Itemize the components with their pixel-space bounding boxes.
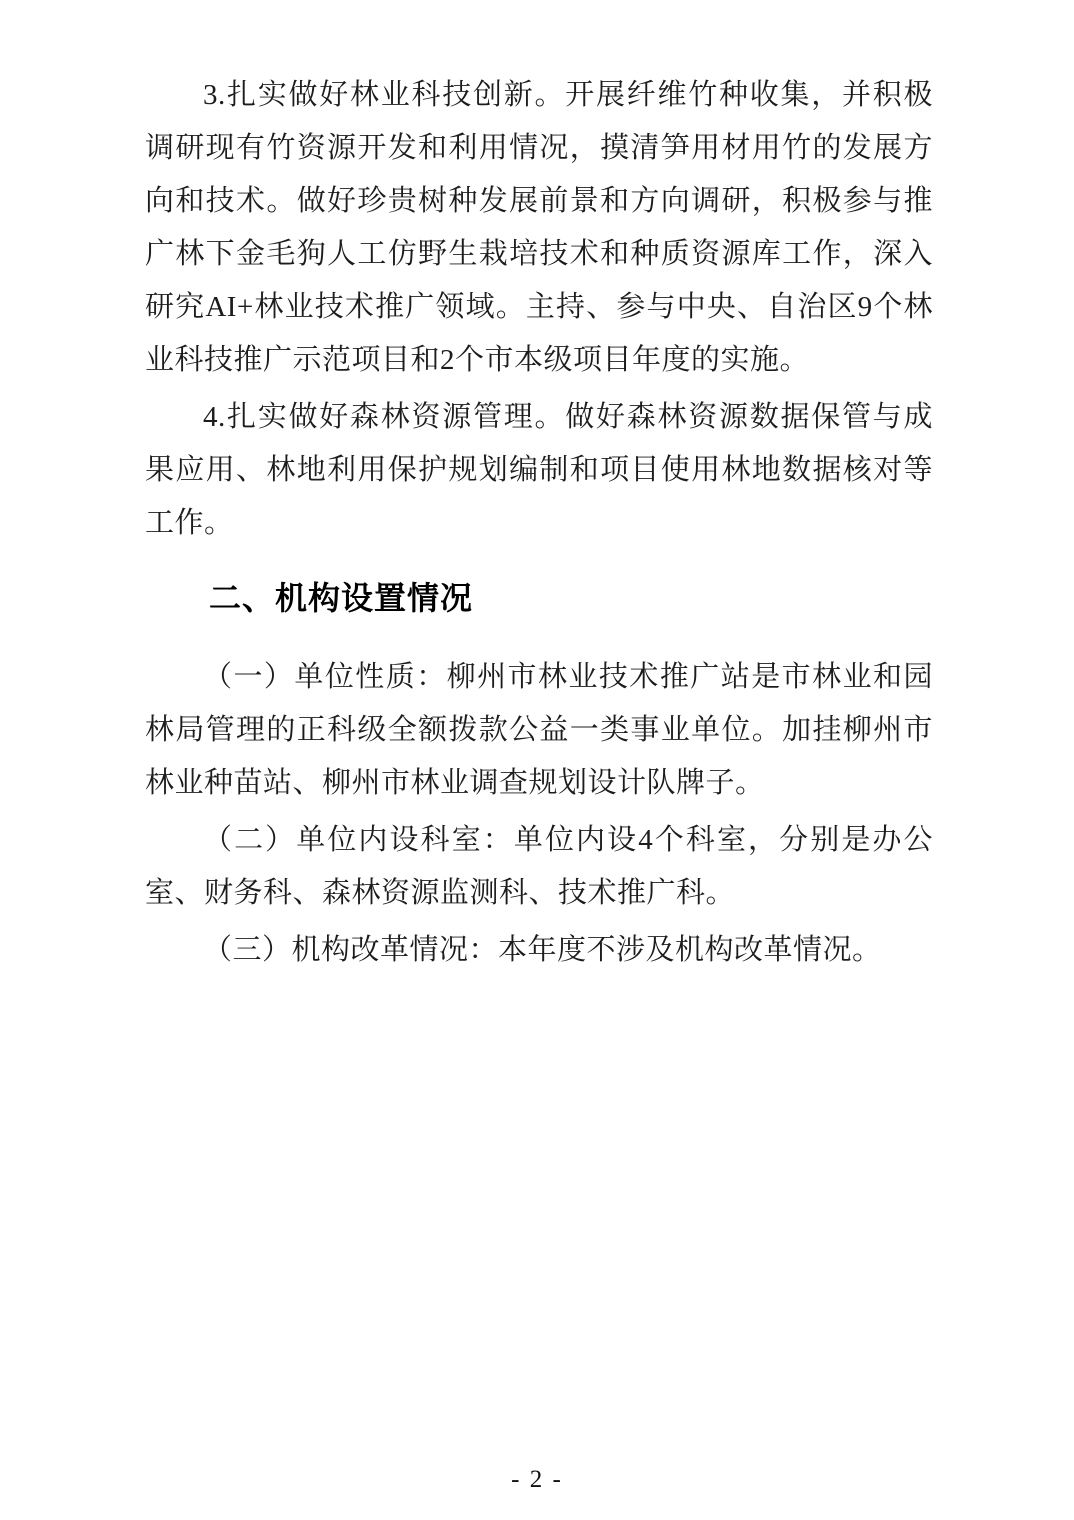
document-content (145, 69, 933, 977)
paragraph-forest-resource-management: 4.扎实做好森林资源管理。做好森林资源数据保管与成果应用、林地利用保护规划编制和项目使用林地数据核对等工作。 (145, 401, 933, 539)
paragraph-unit-nature: （一）单位性质：柳州市林业技术推广站是市林业和园林局管理的正科级全额拨款公益一类事业单位。加挂柳州市林业种苗站、柳州市林业调查规划设计队牌子。 (145, 661, 933, 799)
page-footer (0, 1462, 1074, 1498)
paragraph-internal-departments: （二）单位内设科室：单位内设4个科室，分别是办公室、财务科、森林资源监测科、技术推广科。 (145, 824, 933, 909)
section-heading-organization-setup: 二、机构设置情况 (209, 580, 474, 616)
paragraph-institutional-reform: （三）机构改革情况：本年度不涉及机构改革情况。 (203, 934, 882, 966)
paragraph-forestry-tech-innovation: 3.扎实做好林业科技创新。开展纤维竹种收集，并积极调研现有竹资源开发和利用情况，摸清笋用材用竹的发展方向和技术。做好珍贵树种发展前景和方向调研，积极参与推广林下金毛狗人工仿野生栽培技术和种质资源库工作，深入研究AI+林业技术推广领域。主持、参与中央、自治区9个林业科技推广示范项目和2个市本级项目年度的实施。 (145, 79, 933, 376)
page-number: - 2 - (511, 1466, 563, 1493)
